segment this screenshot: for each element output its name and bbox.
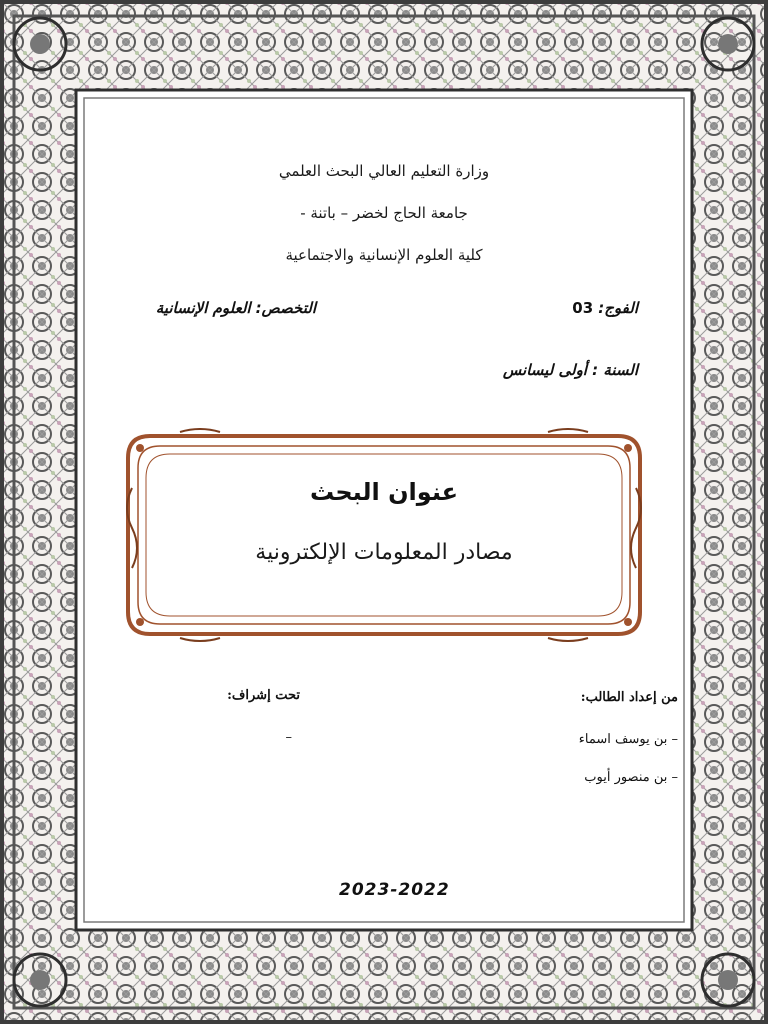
- specialty-field: [156, 298, 316, 317]
- group-label: الفوج:: [598, 299, 638, 317]
- university-line: جامعة الحاج لخضر – باتنة -: [300, 204, 468, 222]
- specialty-label: التخصص:: [255, 299, 316, 317]
- faculty-line: كلية العلوم الإنسانية والاجتماعية: [285, 246, 483, 264]
- research-subject: مصادر المعلومات الإلكترونية: [255, 540, 513, 565]
- research-title-heading: عنوان البحث: [309, 478, 459, 506]
- student-name-2: – بن منصور أيوب: [584, 770, 678, 785]
- academic-year: 2023-2022: [339, 880, 450, 900]
- study-year-label: السنة :: [592, 361, 638, 379]
- group-value: 03: [572, 299, 594, 317]
- supervisor-label: تحت إشراف:: [227, 688, 300, 703]
- student-name-1: – بن يوسف اسماء: [578, 732, 678, 747]
- study-year-field: [503, 360, 638, 379]
- specialty-value: العلوم الإنسانية: [155, 299, 251, 317]
- title-ornamental-frame: [120, 428, 648, 642]
- study-year-value: أولى ليسانس: [502, 361, 587, 379]
- group-field: [572, 298, 638, 317]
- students-label: من إعداد الطالب:: [580, 690, 678, 705]
- ministry-line: وزارة التعليم العالي البحث العلمي: [278, 162, 490, 180]
- supervisor-name: –: [285, 730, 292, 745]
